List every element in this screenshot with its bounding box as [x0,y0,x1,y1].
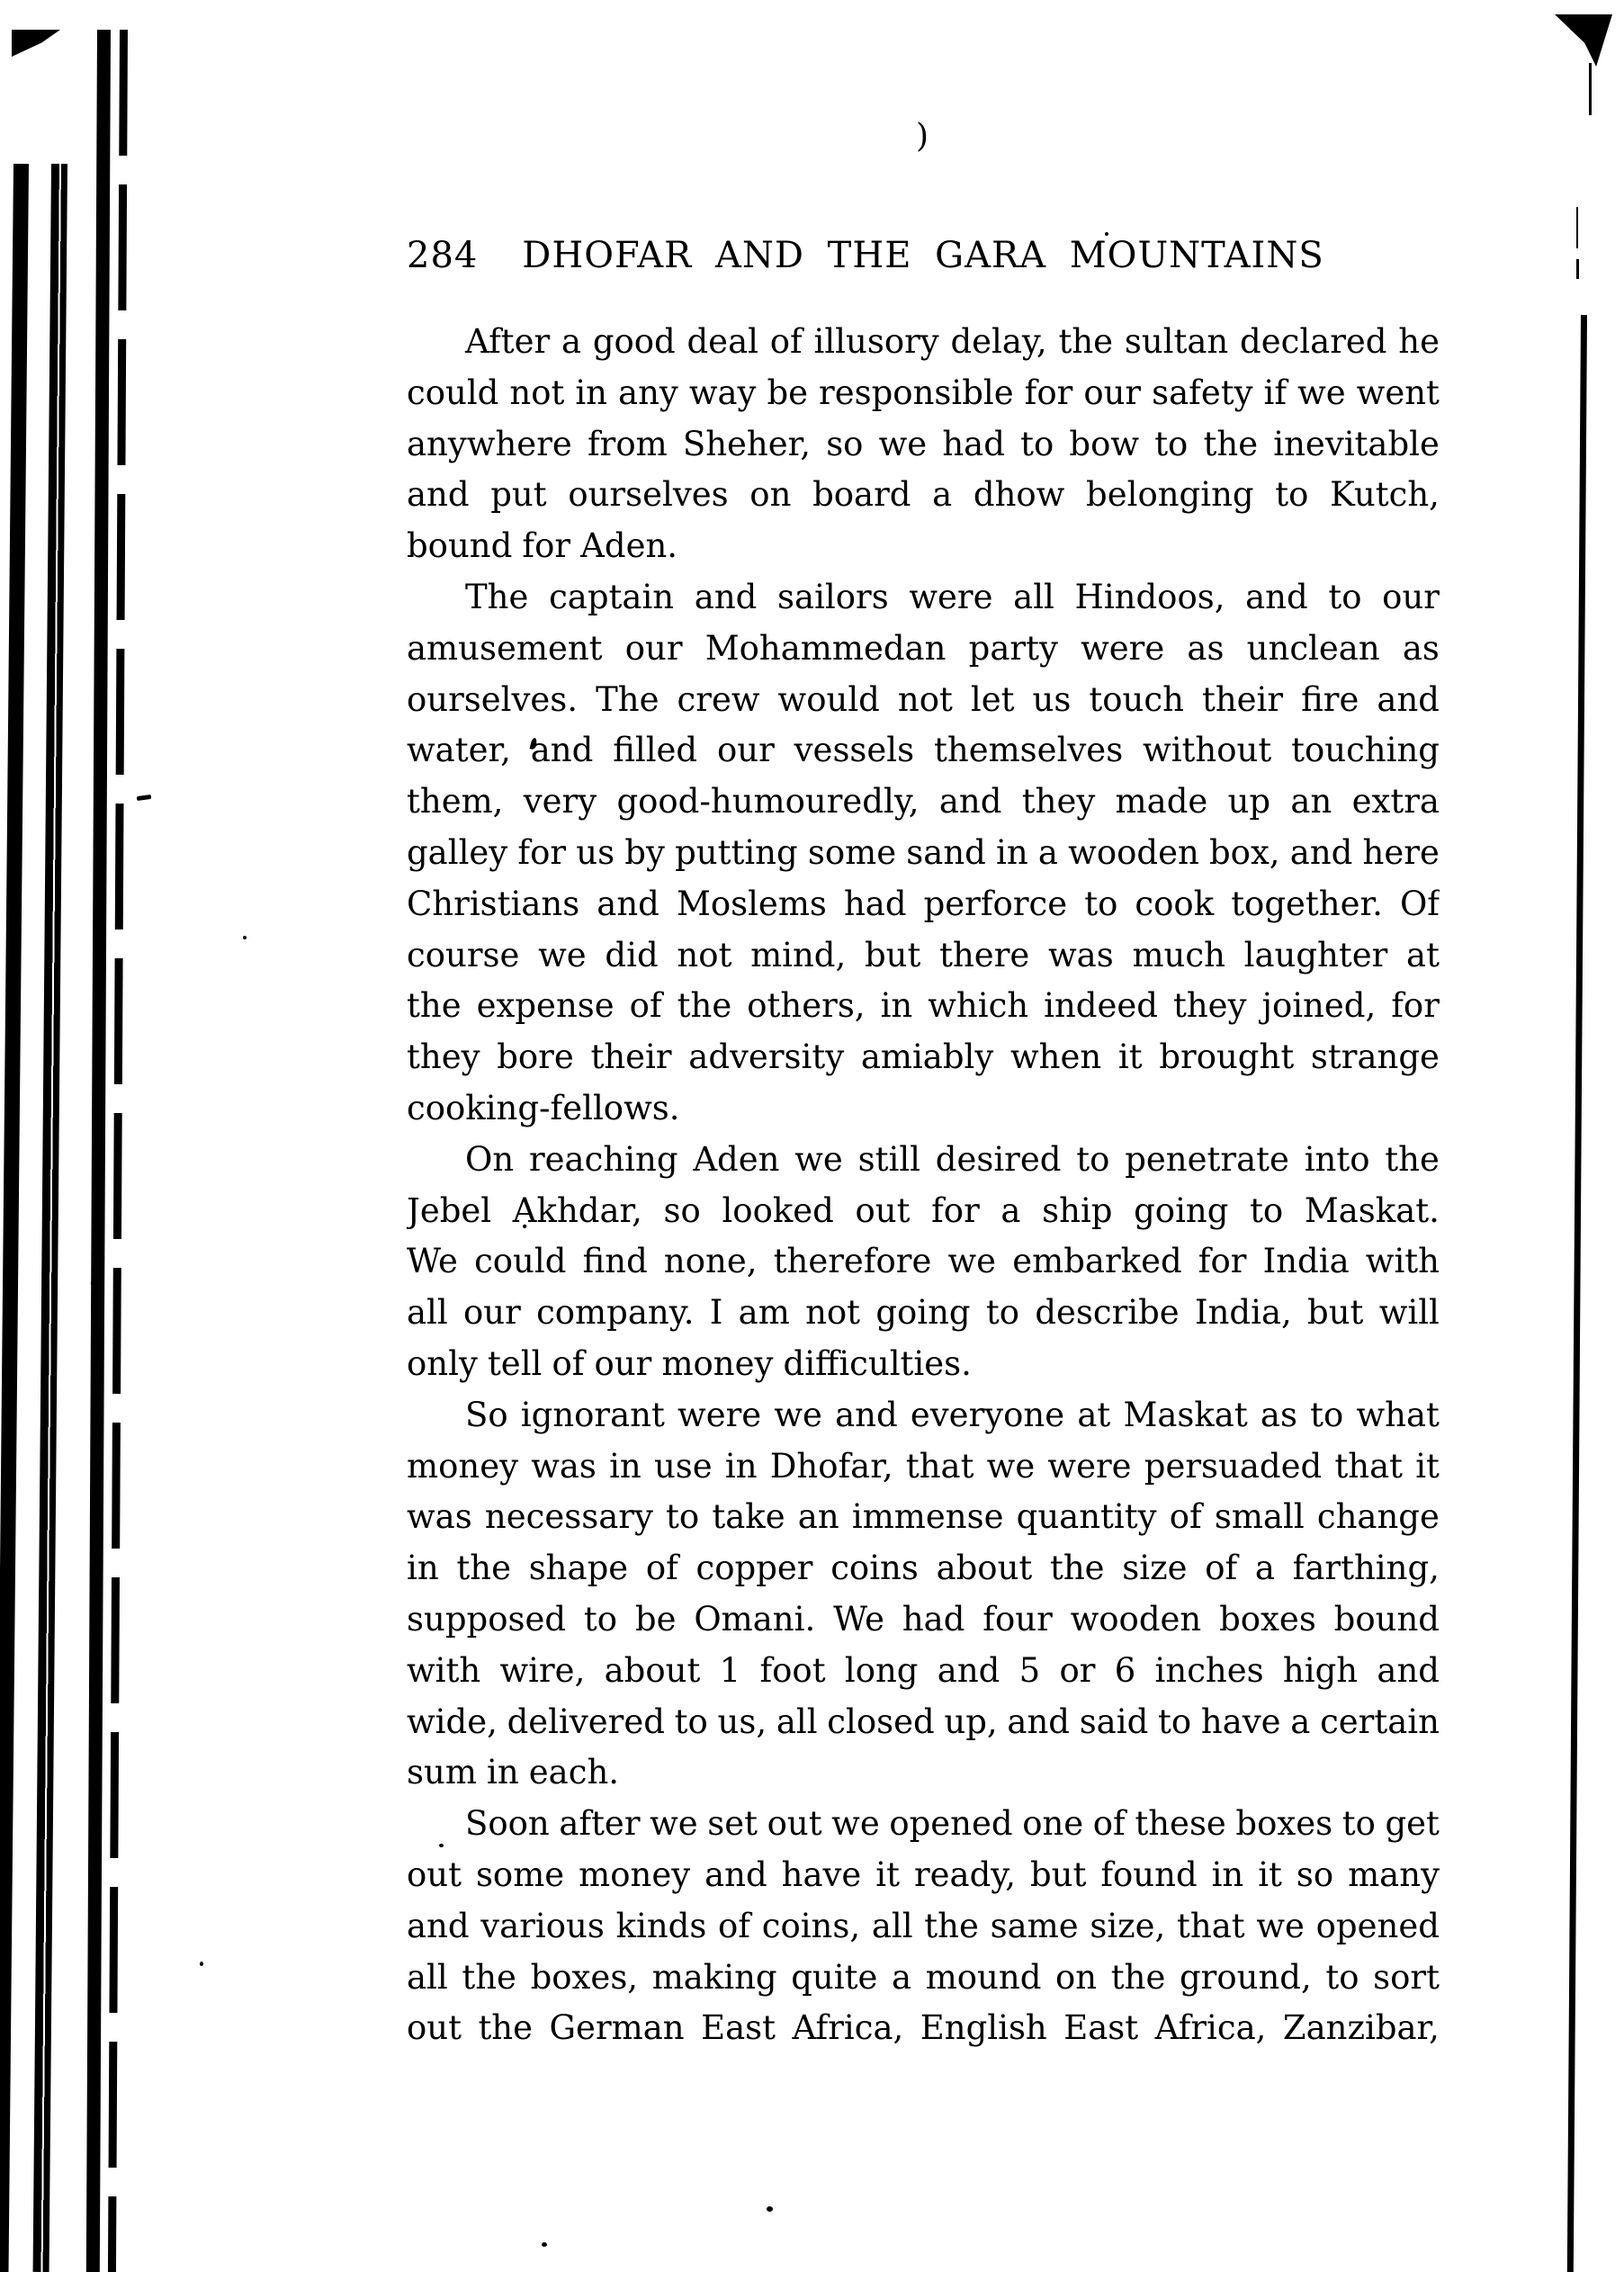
text-line: Jebel Ạkhdar, so looked out for a ship going to Maskat. [407,1190,1440,1230]
paragraph [407,1799,1440,2054]
binding-streak-1 [0,164,29,2272]
text-line: money was in use in Dhofar, that we were persuaded that it [407,1446,1440,1486]
text-line: only tell of our money difficulties. [407,1343,972,1383]
text-line: Soon after we set out we opened one of these boxes to get [465,1804,1440,1844]
text-line: wide, delivered to us, all closed up, and said to have a certain [407,1702,1440,1741]
text-line: water, and filled our vessels themselves without touching [407,731,1440,770]
text-line: course we did not mind, but there was much laughter at [407,935,1440,974]
text-line: supposed to be Omani. We had four wooden boxes bound [407,1599,1440,1639]
text-line: Christians and Moslems had perforce to cook together. Of [407,884,1440,923]
paragraph [407,317,1440,572]
text-line: and put ourselves on board a dhow belonging to Kutch, [407,475,1440,515]
text-line: We could find none, therefore we embarked for India with [407,1242,1440,1281]
text-line: could not in any way be responsible for our safety if we went [407,373,1440,412]
text-line: they bore their adversity amiably when it brought strange [407,1037,1440,1077]
text-line: in the shape of copper coins about the size of a farthing, [407,1549,1440,1588]
page-number: 284 [407,235,479,276]
text-line: them, very good-humouredly, and they made up an extra [407,782,1440,822]
text-line: On reaching Aden we still desired to penetrate into the [465,1139,1440,1179]
scan-speck [542,2242,547,2247]
scan-speck [101,1031,105,1038]
binding-streak-2 [33,164,67,2272]
right-edge-tick-2 [1576,259,1579,279]
text-line: all the boxes, making quite a mound on the ground, to sort [407,1957,1440,1997]
page-header [407,234,1440,277]
text-line: out the German East Africa, English East Africa, Zanzibar, [407,2008,1440,2048]
text-line: galley for us by putting some sand in a wooden box, and here [407,832,1440,872]
text-line: the expense of the others, in which indeed they joined, for [407,986,1440,1026]
text-line: So ignorant were we and everyone at Maskat as to what [465,1395,1440,1434]
text-line: ourselves. The crew would not let us touch their fire and [407,679,1440,719]
binding-streak-3 [86,30,111,2272]
paragraph [407,1135,1440,1390]
scan-wedge-top-left [12,30,60,57]
text-line: all our company. I am not going to describe India, but will [407,1293,1440,1333]
text-line: After a good deal of illusory delay, the sultan declared he [465,322,1440,361]
text-line: The captain and sailors were all Hindoos, and to our [465,577,1440,616]
binding-streak-4 [108,30,128,2272]
text-line: anywhere from Sheher, so we had to bow to the inevitable [407,424,1440,463]
paragraph [407,572,1440,1135]
page-body [407,317,1440,2054]
scan-mark-top-right [1555,14,1612,67]
text-line: amusement our Mohammedan party were as unclean as [407,628,1440,668]
scan-mark-top-right-tail [1589,63,1592,115]
text-line: cooking-fellows. [407,1088,680,1127]
right-edge-tick-1 [1576,207,1578,248]
right-edge-line [1567,315,1587,2272]
text-line: and various kinds of coins, all the same size, that we opened [407,1906,1440,1945]
paragraph [407,1390,1440,1799]
scan-speck [137,795,152,801]
text-line: out some money and have it ready, but found in it so many [407,1854,1440,1894]
scan-speck [243,936,247,939]
right-edge-line-gap [1591,2035,1603,2059]
stray-mark: ) [916,118,929,155]
text-line: with wire, about 1 foot long and 5 or 6 inches high and [407,1650,1440,1690]
scan-speck [767,2206,773,2212]
scan-speck [200,1962,203,1966]
running-title: DHOFAR AND THE GARA MOUNTAINS [522,235,1324,276]
text-line: bound for Aden. [407,526,678,566]
text-line: was necessary to take an immense quantity of small change [407,1497,1440,1537]
text-line: sum in each. [407,1753,620,1792]
